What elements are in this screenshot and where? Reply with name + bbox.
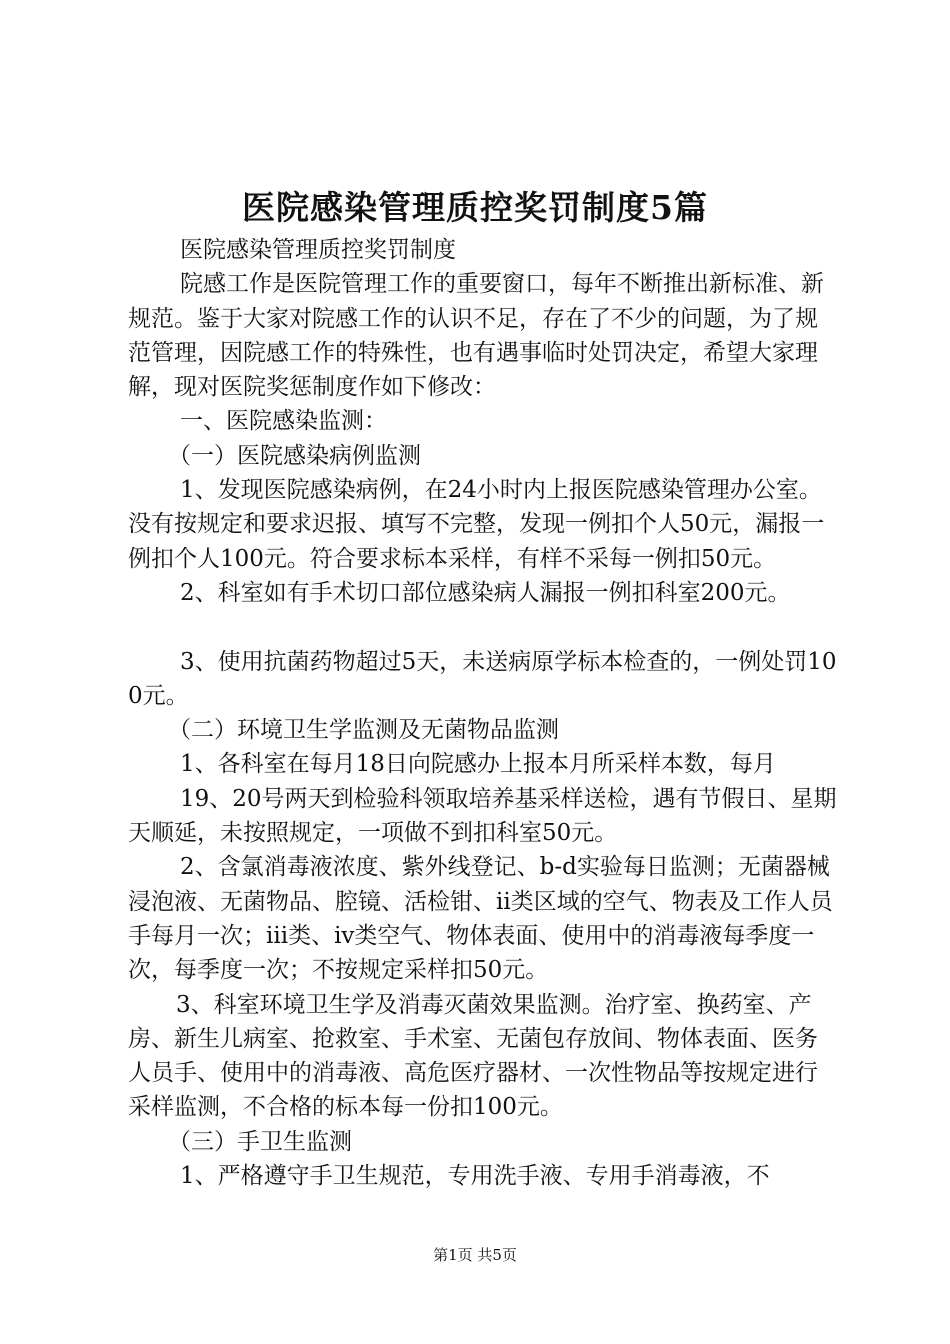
body-paragraph: 2、含氯消毒液浓度、紫外线登记、b-d实验每日监测；无菌器械浸泡液、无菌物品、腔镜、活检钳、ii类区域的空气、物表及工作人员手每月一次；iii类、iv类空气、物体表面、使用中的消毒液每季度一次，每季度一次；不按规定采样扣50元。 (128, 854, 833, 984)
subsection-heading: （二）环境卫生学监测及无菌物品监测 (168, 717, 559, 744)
intro-paragraph: 院感工作是医院管理工作的重要窗口，每年不断推出新标准、新规范。鉴于大家对院感工作的认识不足，存在了不少的问题，为了规范管理，因院感工作的特殊性，也有遇事临时处罚决定，希望大家理解，现对医院奖惩制度作如下修改： (128, 271, 824, 401)
blank-line (128, 610, 840, 644)
body-paragraph: 1、发现医院感染病例，在24小时内上报医院感染管理办公室。没有按规定和要求迟报、填写不完整，发现一例扣个人50元，漏报一例扣个人100元。符合要求标本采样，有样不采每一例扣50元。 (128, 477, 825, 572)
subsection-heading: （三）手卫生监测 (168, 1128, 352, 1155)
body-paragraph: 2、科室如有手术切口部位感染病人漏报一例扣科室200元。 (180, 579, 791, 606)
document-title: 医院感染管理质控奖罚制度5篇 (242, 188, 708, 227)
body-paragraph: 3、使用抗菌药物超过5天，未送病原学标本检查的，一例处罚100元。 (128, 648, 837, 709)
subtitle-paragraph: 医院感染管理质控奖罚制度 (180, 237, 456, 263)
body-paragraph: 19、20号两天到检验科领取培养基采样送检，遇有节假日、星期天顺延，未按照规定，一项做不到扣科室50元。 (128, 785, 837, 847)
section-heading: 一、医院感染监测： (180, 408, 387, 435)
body-paragraph: 3、科室环境卫生学及消毒灭菌效果监测。治疗室、换药室、产房、新生儿病室、抢救室、手术室、无菌包存放间、物体表面、医务人员手、使用中的消毒液、高危医疗器材、一次性物品等按规定进行采样监测，不合格的标本每一份扣100元。 (128, 991, 818, 1121)
body-paragraph: 1、各科室在每月18日向院感办上报本月所采样本数，每月 (180, 751, 776, 778)
body-paragraph: 1、严格遵守手卫生规范，专用洗手液、专用手消毒液，不 (180, 1163, 770, 1190)
page-footer: 第1页 共5页 (433, 1246, 517, 1264)
subsection-heading: （一）医院感染病例监测 (168, 442, 421, 469)
document-body (128, 233, 840, 1193)
